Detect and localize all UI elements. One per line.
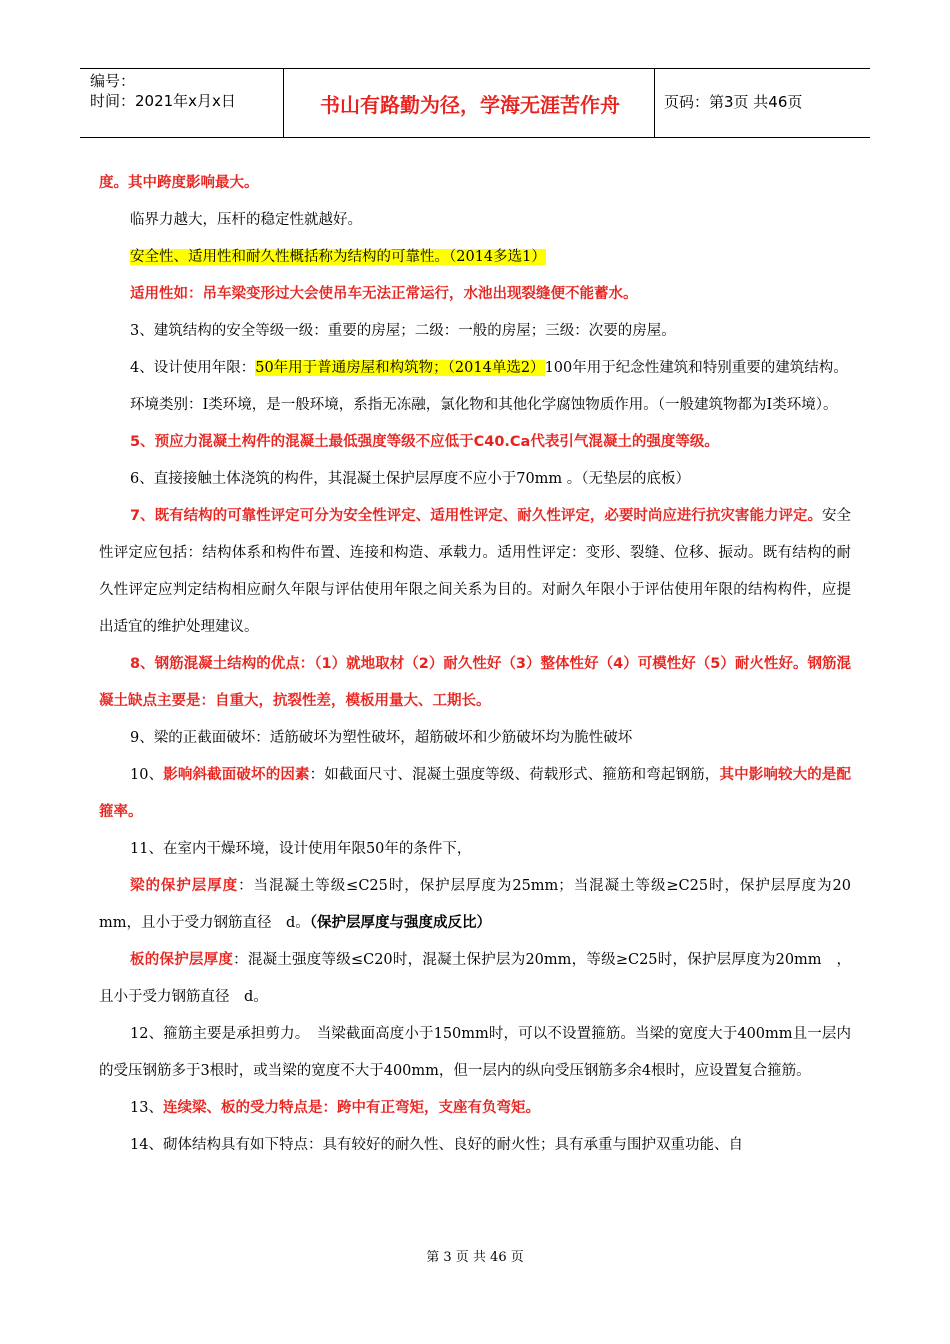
document-body [99,165,866,1164]
text: ：当混凝土等级≤C25时，保护层厚度为25mm；当混凝土等级≥C25时，保护层厚度为20 mm，且小于受力钢筋直径 d。 [99,878,866,931]
red-text: 梁的保护层厚度 [130,878,239,894]
text: 安全性评定应包括：结构体系和构件布置、连接和构造、承载力。适用性评定：变形、裂缝、位移、振动。既有结构的耐久性评定应判定结构相应耐久年限与评估使用年限之间关系为目的。对耐久年限小于评估使用年限的结构构件，应提出适宜的维护处理建议。 [99,508,851,635]
paragraph [99,498,851,646]
paragraph [99,350,851,387]
highlighted-text: 安全性、适用性和耐久性概括称为结构的可靠性。（2014多选1） [130,249,546,265]
paragraph [99,165,851,202]
page-header [80,68,870,138]
motto: 书山有路勤为径，学海无涯苦作舟 [320,93,620,117]
text: ：如截面尺寸、混凝土强度等级、荷载形式、箍筋和弯起钢筋， [309,767,720,783]
red-text: 适用性如：吊车梁变形过大会使吊车无法正常运行，水池出现裂缝便不能蓄水。 [130,286,638,302]
paragraph [99,868,866,942]
paragraph [99,757,851,831]
bold-text: （保护层厚度与强度成反比） [309,915,492,931]
paragraph [99,1090,851,1127]
paragraph: 9、梁的正截面破坏：适筋破坏为塑性破坏，超筋破坏和少筋破坏均为脆性破坏 [130,730,633,746]
page-label: 页码：第3页 共46页 [664,93,803,111]
paragraph: 11、在室内干燥环境，设计使用年限50年的条件下， [130,841,472,857]
paragraph [99,942,851,1016]
paragraph: 14、砌体结构具有如下特点：具有较好的耐久性、良好的耐火性；具有承重与围护双重功能、自 [130,1137,743,1153]
red-text: 5、预应力混凝土构件的混凝土最低强度等级不应低于C40.Ca代表引气混凝土的强度等级。 [130,434,719,450]
page-footer: 第 3 页 共 46 页 [426,1250,524,1265]
text: ：混凝土强度等级≤C20时，混凝土保护层为20mm，等级≥C25时，保护层厚度为20mm ，且小于受力钢筋直径 d。 [99,952,852,1005]
divider [654,69,655,137]
highlighted-text: 50年用于普通房屋和构筑物；（2014单选2） [255,360,545,376]
red-text: 影响斜截面破坏的因素 [163,767,310,783]
text: 13、 [130,1100,163,1116]
text: 4、设计使用年限： [130,360,256,376]
red-text: 度。其中跨度影响最大。 [99,175,259,191]
divider [283,69,284,137]
code-label: 编号： [90,72,136,90]
paragraph: 3、建筑结构的安全等级一级：重要的房屋；二级：一般的房屋；三级：次要的房屋。 [130,323,676,339]
red-text: 板的保护层厚度 [130,952,234,968]
paragraph: 12、箍筋主要是承担剪力。 当梁截面高度小于150mm时，可以不设置箍筋。当梁的宽度大于400mm且一层内的受压钢筋多于3根时，或当梁的宽度不大于400mm，但一层内的纵向受压钢筋多余4根时，应设置复合箍筋。 [99,1026,851,1079]
paragraph: 临界力越大，压杆的稳定性就越好。 [130,212,362,228]
paragraph [99,646,851,720]
text: 100年用于纪念性建筑和特别重要的建筑结构。 [544,360,848,376]
paragraph: 环境类别：I类环境，是一般环境，系指无冻融，氯化物和其他化学腐蚀物质作用。（一般建筑物都为I类环境）。 [130,397,838,413]
red-text: 8、钢筋混凝土结构的优点：（1）就地取材（2）耐久性好（3）整体性好（4）可模性好（5）耐火性好。钢筋混凝土缺点主要是：自重大，抗裂性差，模板用量大、工期长。 [99,656,851,709]
time-label: 时间：2021年x月x日 [90,92,236,110]
paragraph [99,239,851,276]
header-meta [90,71,236,111]
paragraph: 6、直接接触土体浇筑的构件，其混凝土保护层厚度不应小于70mm 。（无垫层的底板） [130,471,691,487]
red-text: 连续梁、板的受力特点是：跨中有正弯矩，支座有负弯矩。 [162,1100,540,1116]
red-text: 其中影响较大的是配箍率。 [99,767,852,820]
paragraph [99,424,851,461]
red-text: 7、既有结构的可靠性评定可分为安全性评定、适用性评定、耐久性评定，必要时尚应进行抗灾害能力评定。 [130,508,822,524]
paragraph [99,276,851,313]
text: 10、 [130,767,164,783]
